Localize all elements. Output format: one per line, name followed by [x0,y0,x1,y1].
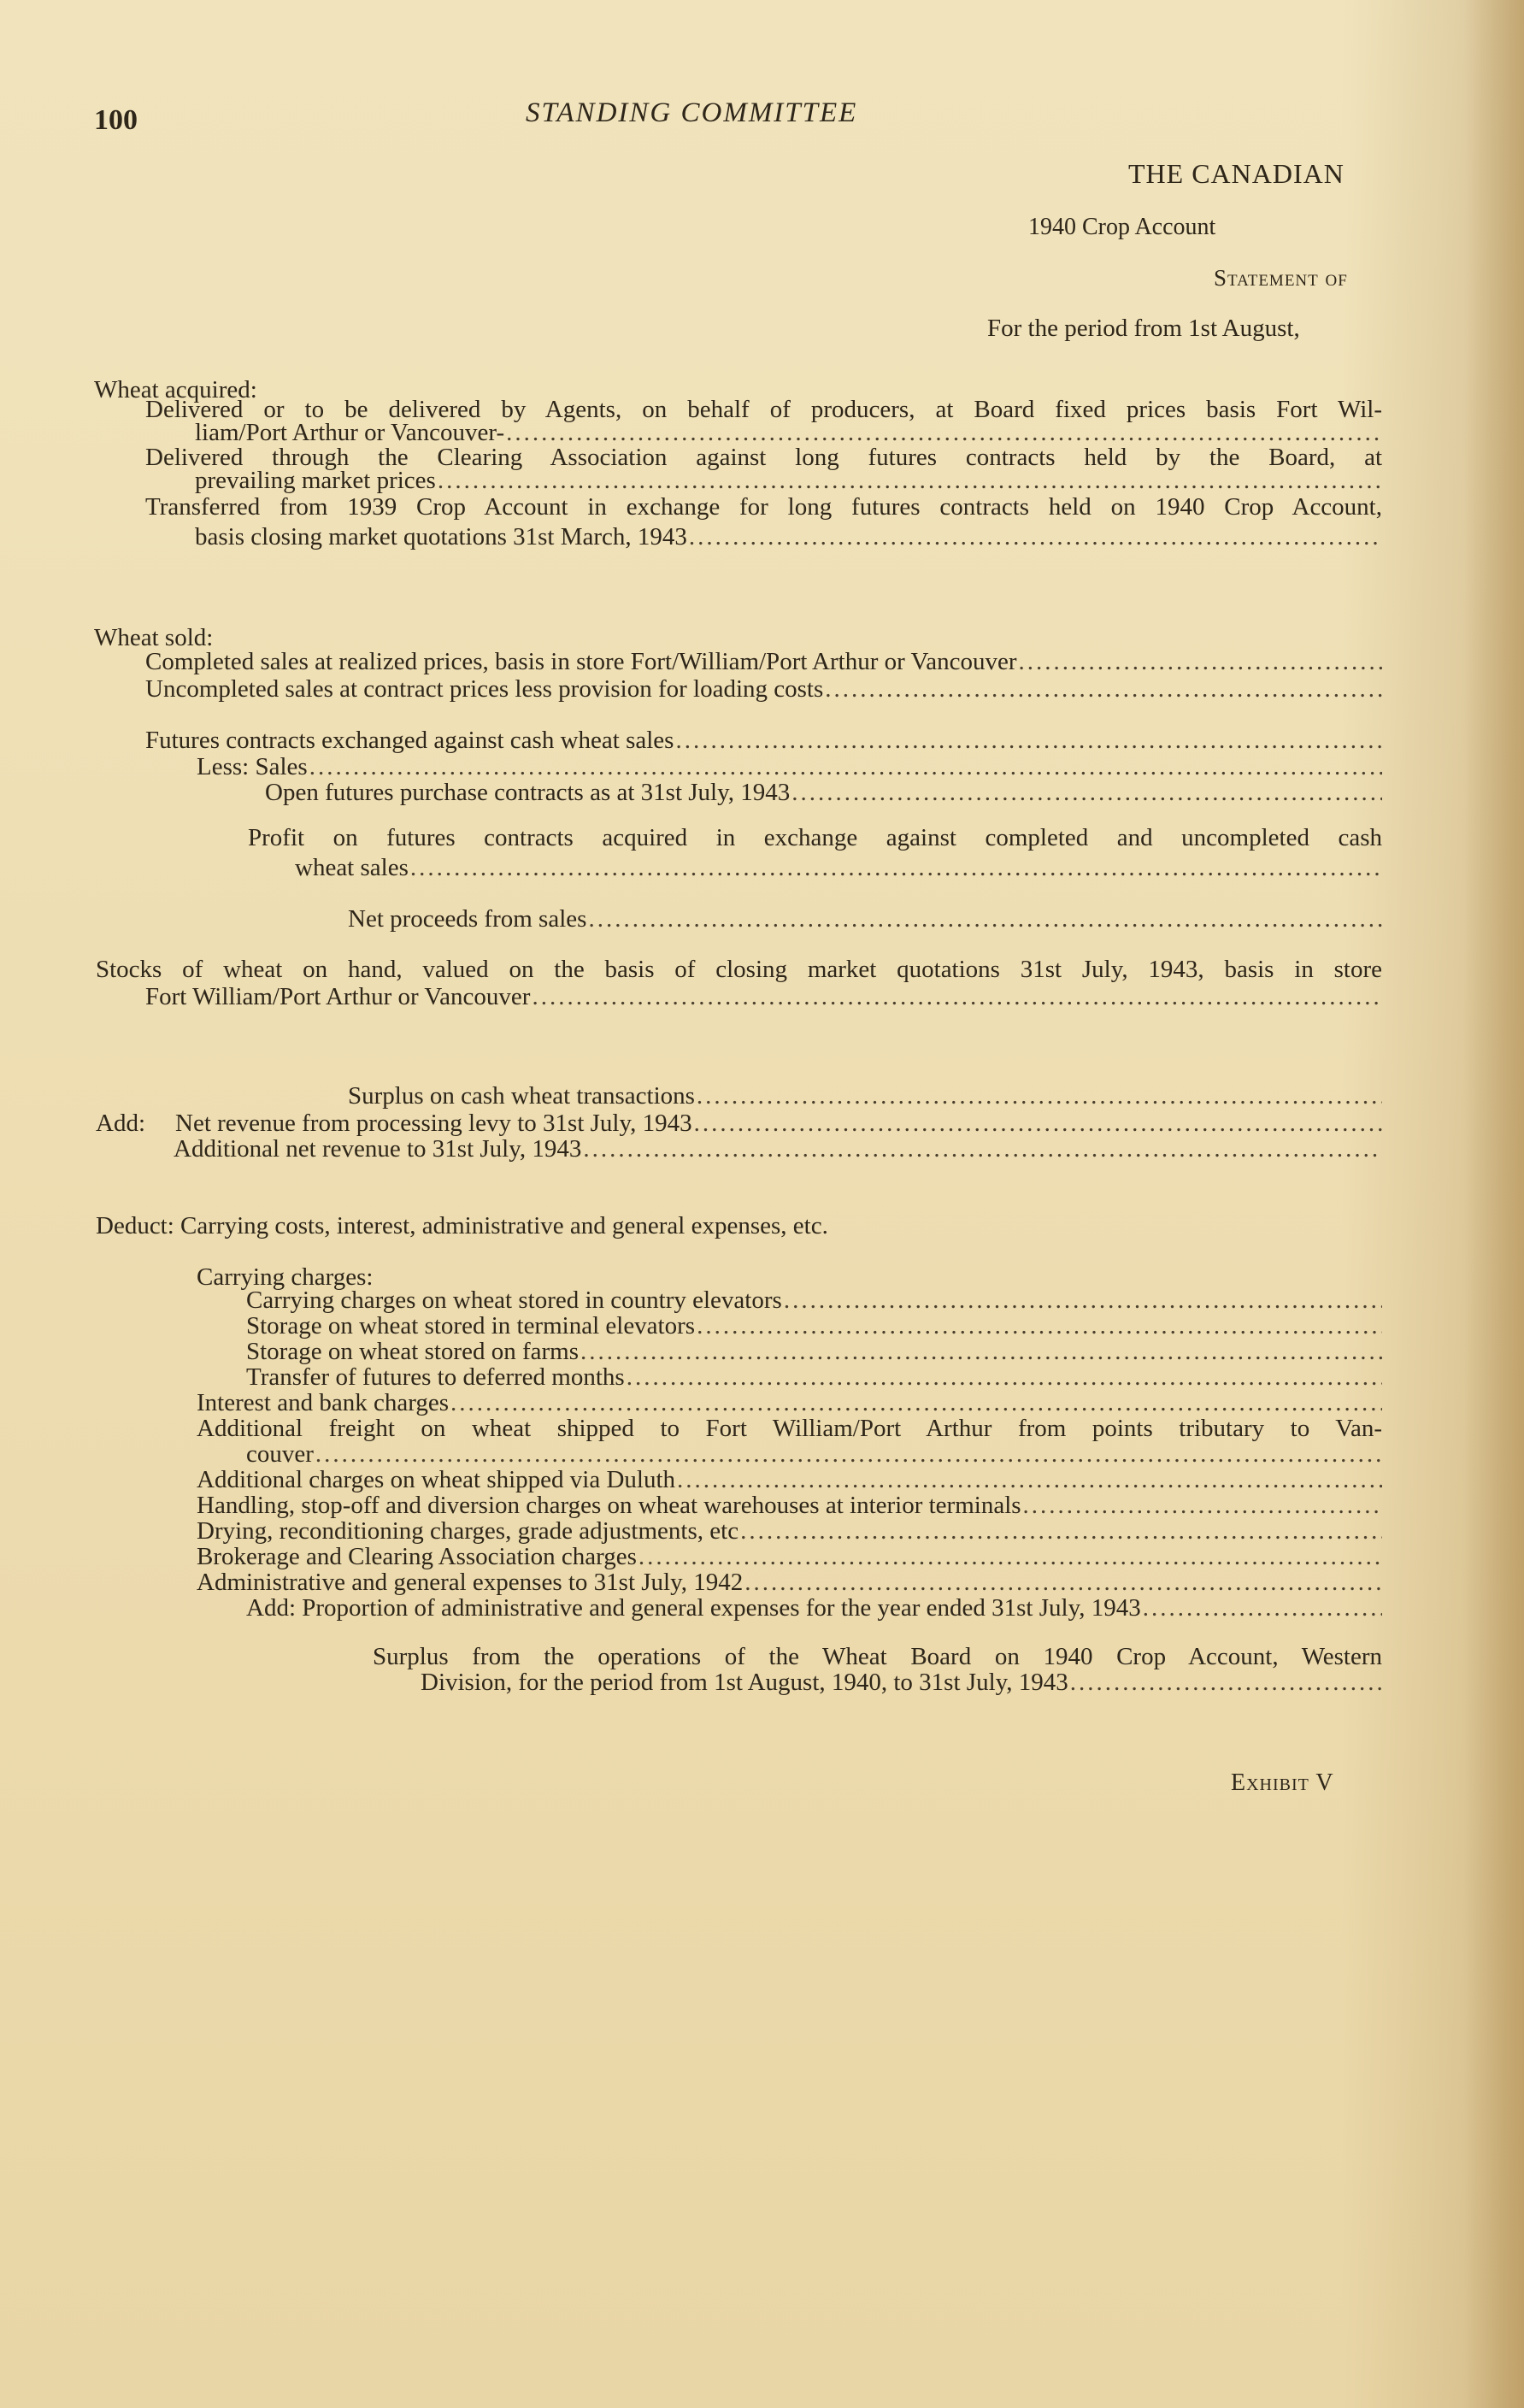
wheat-acquired-item-3-cont: basis closing market quotations 31st March, 1943 ..... [195,523,1382,551]
stocks-on-hand: Stocks of wheat on hand, valued on the basis of closing market quotations 31st July, 1943, basis in store [96,956,1382,983]
additional-freight-cont: couver ..... [246,1440,1382,1469]
uncompleted-sales: Uncompleted sales at contract prices less provision for loading costs ..... [145,675,1382,704]
wheat-acquired-item-1: Delivered or to be delivered by Agents, on behalf of producers, at Board fixed prices basis Fort Wil- [145,396,1382,423]
wheat-acquired-item-2: Delivered through the Clearing Association against long futures contracts held by the Board, at [145,444,1382,471]
deduct-heading: Deduct: Carrying costs, interest, administrative and general expenses, etc. [96,1212,828,1239]
profit-futures-cont: wheat sales ..... [295,854,1382,882]
wheat-acquired-item-2-cont: prevailing market prices ..... [195,467,1382,495]
futures-exchanged: Futures contracts exchanged against cash wheat sales ..... [145,727,1382,755]
stocks-on-hand-cont: Fort William/Port Arthur or Vancouver ..... [145,983,1382,1011]
heading-line-2: 1940 Crop Account [1028,214,1216,240]
final-surplus: Surplus from the operations of the Wheat Board on 1940 Crop Account, Western [373,1643,1382,1670]
admin-expenses-1942: Administrative and general expenses to 31st July, 1942 ..... [197,1569,1382,1597]
page-number: 100 [94,104,138,136]
surplus-cash-wheat: Surplus on cash wheat transactions ..... [348,1082,1382,1110]
page-spine-shadow [1464,0,1524,2408]
handling-charges: Handling, stop-off and diversion charges on wheat warehouses at interior terminals ..... [197,1492,1382,1520]
net-proceeds: Net proceeds from sales ..... [348,905,1382,933]
running-head: STANDING COMMITTEE [526,97,858,128]
heading-line-1: THE CANADIAN [1128,158,1345,189]
final-surplus-cont: Division, for the period from 1st August, 1940, to 31st July, 1943 ..... [421,1669,1382,1697]
heading-line-4: For the period from 1st August, [987,315,1300,342]
completed-sales: Completed sales at realized prices, basis in store Fort/William/Port Arthur or Vancouver ..... [145,648,1382,676]
additional-freight: Additional freight on wheat shipped to Fort William/Port Arthur from points tributary to Van- [197,1415,1382,1442]
open-futures: Open futures purchase contracts as at 31st July, 1943 ..... [265,779,1382,807]
interest-bank-charges: Interest and bank charges ..... [197,1389,1382,1417]
transfer-futures: Transfer of futures to deferred months ..... [246,1363,1382,1392]
drying-charges: Drying, reconditioning charges, grade adjustments, etc ..... [197,1517,1382,1545]
wheat-acquired-item-1-cont: liam/Port Arthur or Vancouver- ..... [195,419,1382,447]
charges-duluth: Additional charges on wheat shipped via Duluth ..... [197,1466,1382,1494]
wheat-acquired-heading: Wheat acquired: [94,376,257,403]
add-proportion-admin: Add: Proportion of administrative and general expenses for the year ended 31st July, 1943 ..... [246,1594,1382,1622]
net-revenue-levy: Net revenue from processing levy to 31st July, 1943 ..... [175,1110,1382,1138]
brokerage-charges: Brokerage and Clearing Association charges ..... [197,1543,1382,1571]
exhibit-label: Exhibit V [1231,1769,1334,1796]
storage-farms: Storage on wheat stored on farms ..... [246,1338,1382,1366]
charges-country-elevators: Carrying charges on wheat stored in country elevators ..... [246,1286,1382,1315]
wheat-sold-heading: Wheat sold: [94,624,214,651]
carrying-charges-heading: Carrying charges: [197,1263,374,1291]
additional-net-revenue: Additional net revenue to 31st July, 1943 ..... [174,1135,1382,1163]
add-label: Add: [96,1110,145,1137]
storage-terminal-elevators: Storage on wheat stored in terminal elevators ..... [246,1312,1382,1340]
less-sales: Less: Sales ..... [197,753,1382,781]
profit-futures: Profit on futures contracts acquired in exchange against completed and uncompleted cash [248,824,1382,851]
wheat-acquired-item-3: Transferred from 1939 Crop Account in exchange for long futures contracts held on 1940 Crop Account, [145,493,1382,521]
heading-line-3: Statement of [1214,265,1348,291]
